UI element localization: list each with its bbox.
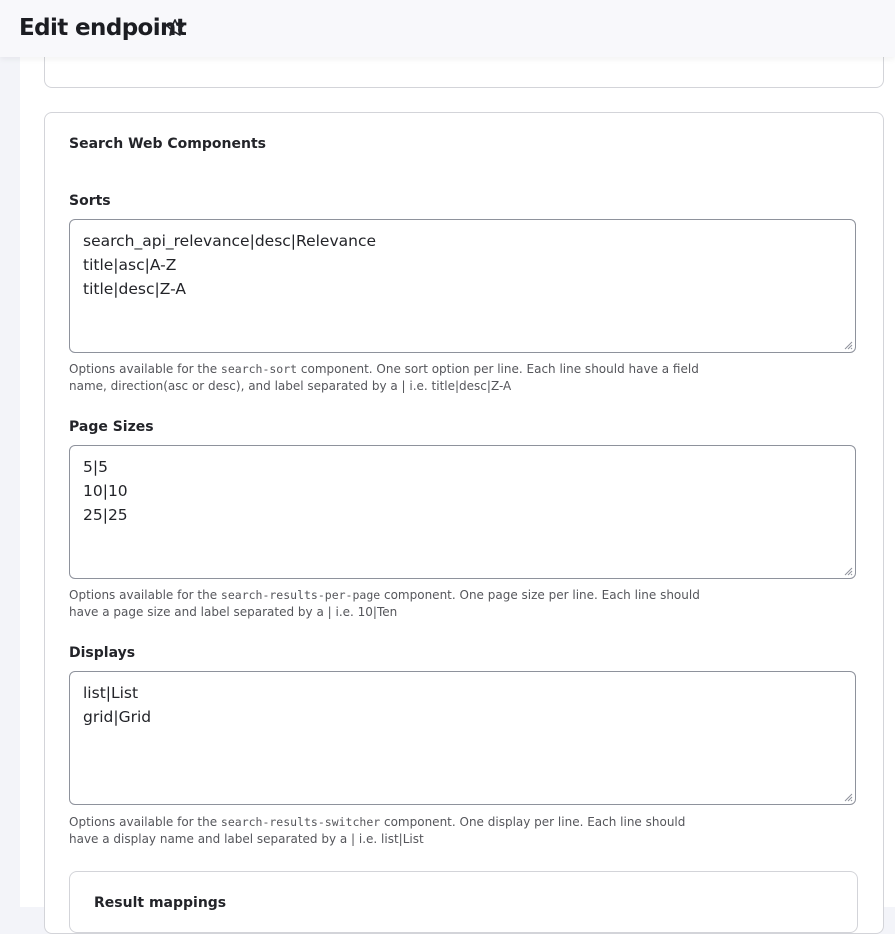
sorts-textarea[interactable] <box>69 219 856 353</box>
page-sizes-textarea-value[interactable]: 5|5 10|10 25|25 <box>83 458 128 524</box>
section-title: Search Web Components <box>69 136 266 152</box>
resize-handle-icon[interactable] <box>843 566 853 576</box>
displays-textarea[interactable] <box>69 671 856 805</box>
displays-label: Displays <box>69 645 136 661</box>
left-rail <box>0 57 20 907</box>
sorts-textarea-value[interactable]: search_api_relevance|desc|Relevance title|asc|A-Z title|desc|Z-A <box>83 232 377 298</box>
star-icon[interactable] <box>164 17 186 39</box>
sorts-description: Options available for the search-sort component. One sort option per line. Each line should have a field name, direction(asc or desc), and label separated by a | i.e. title|desc|Z-A <box>69 362 699 393</box>
sorts-label: Sorts <box>69 193 111 209</box>
page-header <box>0 0 895 57</box>
page-sizes-label: Page Sizes <box>69 419 154 435</box>
page-sizes-description: Options available for the search-results-per-page component. One page size per line. Each line should have a page size and label separated by a | i.e. 10|Ten <box>69 588 700 619</box>
result-mappings-title: Result mappings <box>94 895 227 911</box>
page-sizes-textarea[interactable] <box>69 445 856 579</box>
page-title: Edit endpoint <box>19 15 187 41</box>
displays-description: Options available for the search-results-switcher component. One display per line. Each line should have a display name and label separated by a | i.e. list|List <box>69 815 686 846</box>
resize-handle-icon[interactable] <box>843 340 853 350</box>
displays-textarea-value[interactable]: list|List grid|Grid <box>83 684 152 726</box>
resize-handle-icon[interactable] <box>843 792 853 802</box>
